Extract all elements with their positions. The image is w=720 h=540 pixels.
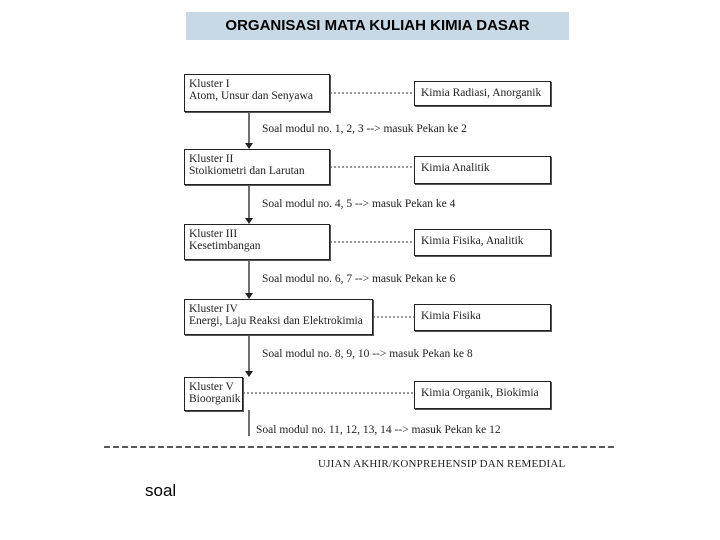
cluster-topic: Stoikiometri dan Larutan (189, 165, 305, 177)
cluster-topic: Energi, Laju Reaksi dan Elektrokimia (189, 315, 363, 327)
arrow-down-icon (245, 371, 253, 377)
cluster-label: Kluster V (189, 381, 234, 393)
field-box-4: Kimia Fisika (414, 304, 551, 331)
cluster-label: Kluster IV (189, 303, 238, 315)
soal-note-4: Soal modul no. 8, 9, 10 --> masuk Pekan ke 8 (262, 348, 473, 360)
cluster-label: Kluster I (189, 78, 230, 90)
soal-note-2: Soal modul no. 4, 5 --> masuk Pekan ke 4 (262, 198, 456, 210)
cluster-label: Kluster II (189, 153, 234, 165)
cluster-box-2 (184, 149, 330, 185)
final-exam-label: UJIAN AKHIR/KONPREHENSIP DAN REMEDIAL (318, 458, 566, 470)
soal-note-5: Soal modul no. 11, 12, 13, 14 --> masuk Pekan ke 12 (256, 424, 501, 436)
field-box-5: Kimia Organik, Biokimia (414, 381, 551, 409)
cluster-topic: Bioorganik (189, 393, 241, 405)
cluster-label: Kluster III (189, 228, 238, 240)
cluster-topic: Kesetimbangan (189, 240, 261, 252)
field-box-3: Kimia Fisika, Analitik (414, 229, 551, 256)
soal-note-1: Soal modul no. 1, 2, 3 --> masuk Pekan ke 2 (262, 123, 467, 135)
soal-note-3: Soal modul no. 6, 7 --> masuk Pekan ke 6 (262, 273, 456, 285)
cluster-box-5 (184, 377, 243, 411)
cluster-topic: Atom, Unsur dan Senyawa (189, 90, 313, 102)
page-title: ORGANISASI MATA KULIAH KIMIA DASAR (186, 12, 569, 40)
footer-word: soal (145, 481, 177, 500)
field-box-1: Kimia Radiasi, Anorganik (414, 81, 551, 106)
cluster-box-3 (184, 224, 330, 260)
field-box-2: Kimia Analitik (414, 156, 551, 184)
cluster-box-1 (184, 74, 330, 112)
cluster-box-4 (184, 299, 373, 335)
